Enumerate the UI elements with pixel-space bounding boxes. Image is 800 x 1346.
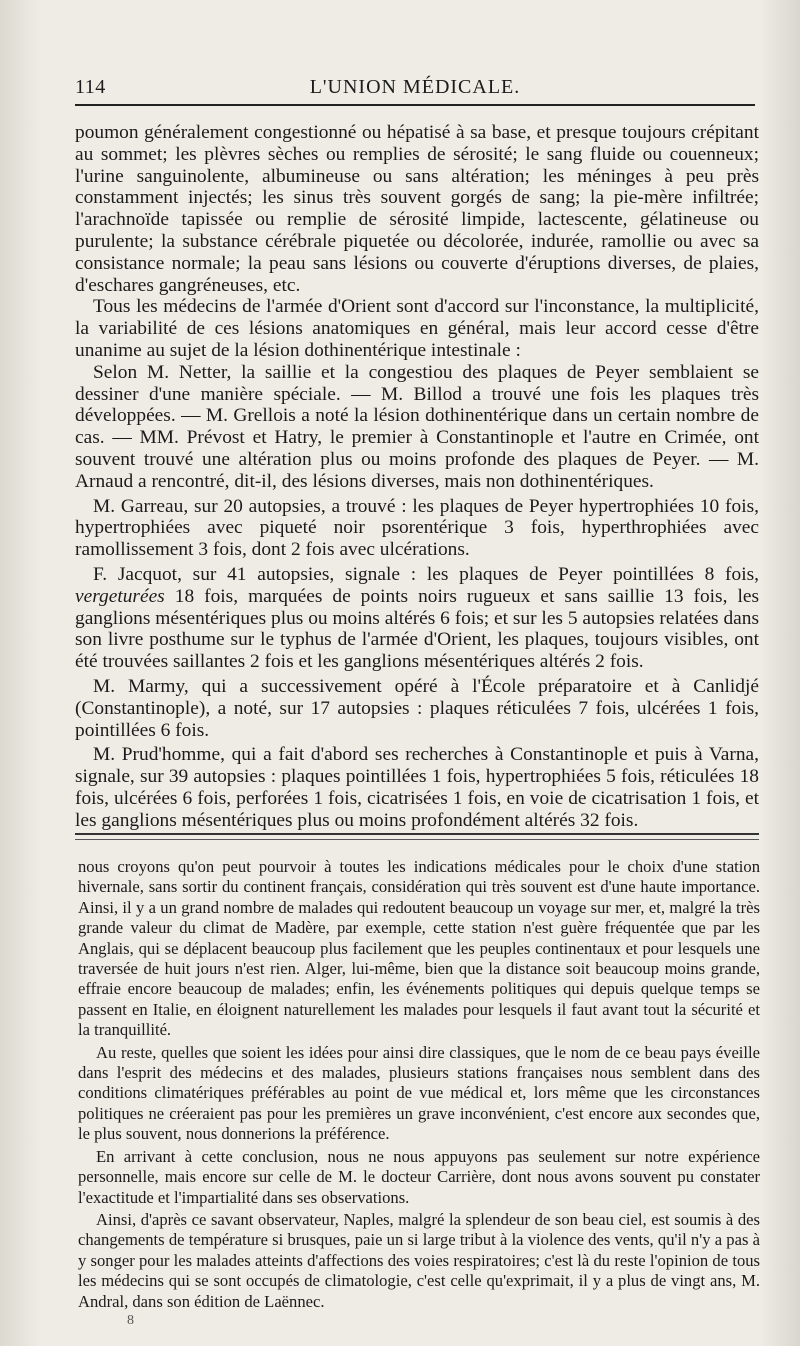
paragraph-garreau: M. Garreau, sur 20 autopsies, a trouvé : les plaques de Peyer hypertrophiées 10 fois, hypertrophiées avec piqueté noir psorentérique 3 fois, hyperthrophiées avec ramollissement 3 fois, dont 2 fois avec ulcérations. [75, 495, 759, 561]
footnote-rule [75, 833, 759, 840]
page-number: 114 [75, 76, 106, 98]
footnote-paragraph-classic-ideas: Au reste, quelles que soient les idées pour ainsi dire classiques, que le nom de ce beau pays éveille dans l'esprit des médecins et des malades, plusieurs stations françaises nous semblent dans des conditions climatériques préférables au point de vue médical et, lors même que les circonstances politiques ne créeraient pas pour les premières un grave inconvénient, c'est encore aux secondes que, le plus souvent, nous donnerions la préférence. [78, 1042, 760, 1144]
footnote-paragraph-station: nous croyons qu'on peut pourvoir à toutes les indications médicales pour le choix d'une station hivernale, sans sortir du continent français, considération qui très souvent est d'une haute importance. Ainsi, il y a un grand nombre de malades qui redoutent beaucoup un voyage sur mer, et, malgré la très grande valeur du climat de Madère, par exemple, cette station n'est guère fréquentée que par les Anglais, qui se déplacent beaucoup plus facilement que les peuples continentaux et pour lesquels une traversée de huit jours n'est rien. Alger, lui-même, bien que la distance soit beaucoup moins grande, effraie encore beaucoup de malades; enfin, les événements politiques qui depuis quelque temps se passent en Italie, en éloignent naturellement les malades pour lesquels il faut avant tout la sécurité et la tranquillité. [78, 857, 760, 1040]
jacquot-italic-term: vergeturées [75, 585, 165, 607]
main-text [75, 122, 759, 832]
footnote-text [78, 857, 760, 1312]
paragraph-army-doctors: Tous les médecins de l'armée d'Orient sont d'accord sur l'inconstance, la multiplicité, la variabilité de ces lésions anatomiques en général, mais leur accord cesse d'être unanime au sujet de la lésion dothinentérique intestinale : [75, 296, 759, 361]
paragraph-lesions: poumon généralement congestionné ou hépatisé à sa base, et presque toujours crépitant au sommet; les plèvres sèches ou remplies de sérosité; le sang fluide ou couenneux; l'urine sanguinolente, albumineuse ou sans altération; les méninges à peu près constamment injectés; les sinus très souvent gorgés de sang; la pie-mère infiltrée; l'arachnoïde tapissée ou remplie de sérosité limpide, lactescente, gélatineuse ou purulente; la substance cérébrale piquetée ou décolorée, indurée, ramollie ou avec sa consistance normale; la peau sans lésions ou couverte d'éruptions diverses, de plaies, d'eschares gangréneuses, etc. [75, 122, 759, 296]
paragraph-prudhomme: M. Prud'homme, qui a fait d'abord ses recherches à Constantinople et puis à Varna, signale, sur 39 autopsies : plaques pointillées 1 fois, hypertrophiées 5 fois, réticulées 18 fois, ulcérées 6 fois, perforées 1 fois, cicatrisées 1 fois, en voie de cicatrisation 1 fois, et les ganglions mésentériques plus ou moins profondément altérés 32 fois. [75, 744, 759, 831]
running-title: L'UNION MÉDICALE. [309, 76, 521, 98]
signature-mark: 8 [127, 1313, 134, 1328]
paragraph-netter: Selon M. Netter, la saillie et la congestiou des plaques de Peyer semblaient se dessiner d'une manière spéciale. — M. Billod a trouvé une fois les plaques très développées. — M. Grellois a noté la lésion dothinentérique dans un certain nombre de cas. — MM. Prévost et Hatry, le premier à Constantinople et l'autre en Crimée, ont souvent trouvé une altération plus ou moins profonde des plaques de Peyer. — M. Arnaud a rencontré, dit-il, des lésions diverses, mais non dothinentériques. [75, 361, 759, 492]
paragraph-jacquot [75, 564, 759, 673]
jacquot-text-end: 18 fois, marquées de points noirs rugueux et sans saillie 13 fois, les ganglions mésentériques plus ou moins altérés 6 fois; et sur les 5 autopsies relatées dans son livre posthume sur le typhus de l'armée d'Orient, les plaques, toujours visibles, ont été trouvées saillantes 2 fois et les ganglions mésentériques altérés 2 fois. [75, 585, 759, 673]
jacquot-text-start: F. Jacquot, sur 41 autopsies, signale : les plaques de Peyer pointillées 8 fois, [93, 563, 759, 585]
header-rule [75, 104, 755, 106]
footnote-paragraph-naples: Ainsi, d'après ce savant observateur, Naples, malgré la splendeur de son beau ciel, est soumis à des changements de température si brusques, paie un si large tribut à la violence des vents, qu'il n'y a pas à y songer pour les malades atteints d'affections des voies respiratoires; c'est là du reste l'opinion de tous les médecins qui se sont occupés de climatologie, c'est celle qu'exprimait, il y a plus de vingt ans, M. Andral, dans son édition de Laënnec. [78, 1209, 760, 1311]
paragraph-marmy: M. Marmy, qui a successivement opéré à l'École préparatoire et à Canlidjé (Constantinople), a noté, sur 17 autopsies : plaques réticulées 7 fois, ulcérées 1 fois, pointillées 6 fois. [75, 675, 759, 741]
footnote-paragraph-conclusion: En arrivant à cette conclusion, nous ne nous appuyons pas seulement sur notre expérience personnelle, mais encore sur celle de M. le docteur Carrière, dont nous avons souvent pu constater l'exactitude et l'impartialité dans ses observations. [78, 1146, 760, 1207]
page-header [75, 74, 755, 104]
